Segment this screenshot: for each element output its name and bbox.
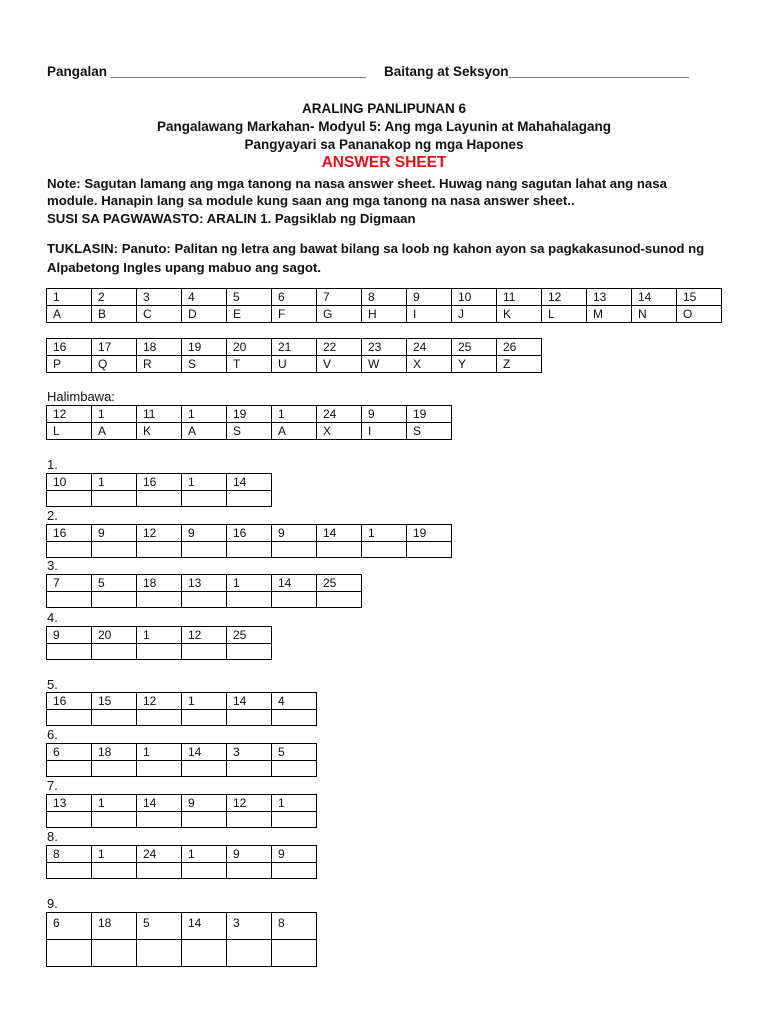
item-number-row xyxy=(47,474,272,491)
grade-section-field-label: Baitang at Seksyon________________________ xyxy=(384,64,689,79)
item-number-cell: 25 xyxy=(317,575,362,592)
key-letter-cell: O xyxy=(677,306,722,323)
key-number-cell: 2 xyxy=(92,289,137,306)
key-letter-cell: H xyxy=(362,306,407,323)
alphabet-key-table-2 xyxy=(46,338,542,373)
answer-cell[interactable] xyxy=(182,812,227,828)
item-answer-row xyxy=(47,940,317,967)
example-letter-cell: A xyxy=(182,423,227,440)
item-number-cell: 13 xyxy=(47,795,92,812)
example-number-cell: 1 xyxy=(182,406,227,423)
item-number-cell: 1 xyxy=(137,627,182,644)
answer-cell[interactable] xyxy=(137,812,182,828)
item-number-cell: 12 xyxy=(137,525,182,542)
item-number-cell: 24 xyxy=(137,846,182,863)
example-label: Halimbawa: xyxy=(47,389,115,404)
item-number-cell: 1 xyxy=(182,474,227,491)
answer-cell[interactable] xyxy=(137,940,182,967)
item-number-cell: 14 xyxy=(182,744,227,761)
item-number-cell: 14 xyxy=(227,693,272,710)
key-letter-cell: Z xyxy=(497,356,542,373)
answer-cell[interactable] xyxy=(272,592,317,608)
example-letter-cell: I xyxy=(362,423,407,440)
answer-cell[interactable] xyxy=(47,592,92,608)
answer-cell[interactable] xyxy=(47,940,92,967)
example-number-cell: 19 xyxy=(407,406,452,423)
answer-cell[interactable] xyxy=(137,542,182,558)
key-number-cell: 22 xyxy=(317,339,362,356)
example-letter-cell: X xyxy=(317,423,362,440)
answer-cell[interactable] xyxy=(317,542,362,558)
item-7-label: 7. xyxy=(47,778,58,793)
item-number-cell: 9 xyxy=(272,525,317,542)
item-3-table xyxy=(46,574,362,608)
key-number-cell: 25 xyxy=(452,339,497,356)
answer-cell[interactable] xyxy=(182,542,227,558)
item-number-cell: 6 xyxy=(47,913,92,940)
item-6-table xyxy=(46,743,317,777)
item-number-row xyxy=(47,744,317,761)
example-table xyxy=(46,405,452,440)
key-letter-cell: V xyxy=(317,356,362,373)
item-number-cell: 14 xyxy=(227,474,272,491)
answer-cell[interactable] xyxy=(182,644,227,660)
key-letter-cell: I xyxy=(407,306,452,323)
key-letter-cell: E xyxy=(227,306,272,323)
item-number-cell: 4 xyxy=(272,693,317,710)
answer-cell[interactable] xyxy=(227,592,272,608)
note-line-2: module. Hanapin lang sa module kung saan ang mga tanong na nasa answer sheet.. xyxy=(47,193,575,208)
key-number-cell: 23 xyxy=(362,339,407,356)
item-number-cell: 16 xyxy=(137,474,182,491)
answer-cell[interactable] xyxy=(272,761,317,777)
key-number-cell: 9 xyxy=(407,289,452,306)
key-letter-row xyxy=(47,306,722,323)
answer-cell[interactable] xyxy=(407,542,452,558)
key-letter-cell: J xyxy=(452,306,497,323)
item-number-cell: 9 xyxy=(47,627,92,644)
answer-cell[interactable] xyxy=(92,542,137,558)
example-letter-row xyxy=(47,423,452,440)
example-number-cell: 11 xyxy=(137,406,182,423)
item-number-cell: 5 xyxy=(92,575,137,592)
answer-cell[interactable] xyxy=(227,542,272,558)
item-2-label: 2. xyxy=(47,508,58,523)
item-number-cell: 3 xyxy=(227,913,272,940)
key-letter-cell: S xyxy=(182,356,227,373)
answer-cell[interactable] xyxy=(227,863,272,879)
answer-cell[interactable] xyxy=(92,710,137,726)
item-answer-row xyxy=(47,761,317,777)
item-number-cell: 3 xyxy=(227,744,272,761)
item-number-cell: 9 xyxy=(182,525,227,542)
item-9-label: 9. xyxy=(47,896,58,911)
item-number-cell: 8 xyxy=(272,913,317,940)
key-number-cell: 5 xyxy=(227,289,272,306)
answer-cell[interactable] xyxy=(227,491,272,507)
key-number-cell: 7 xyxy=(317,289,362,306)
answer-cell[interactable] xyxy=(272,812,317,828)
item-9-table xyxy=(46,912,317,967)
key-number-cell: 24 xyxy=(407,339,452,356)
key-number-row xyxy=(47,339,542,356)
item-number-cell: 9 xyxy=(92,525,137,542)
key-number-cell: 11 xyxy=(497,289,542,306)
key-letter-cell: G xyxy=(317,306,362,323)
subject-title: ARALING PANLIPUNAN 6 xyxy=(301,101,466,116)
name-field-label: Pangalan __________________________________ xyxy=(47,64,367,79)
item-4-table xyxy=(46,626,272,660)
example-letter-cell: A xyxy=(272,423,317,440)
answer-cell[interactable] xyxy=(47,644,92,660)
item-number-row xyxy=(47,913,317,940)
answer-cell[interactable] xyxy=(272,863,317,879)
answer-cell[interactable] xyxy=(92,644,137,660)
key-number-cell: 4 xyxy=(182,289,227,306)
item-number-row xyxy=(47,575,362,592)
item-8-table xyxy=(46,845,317,879)
answer-cell[interactable] xyxy=(47,491,92,507)
answer-cell[interactable] xyxy=(137,710,182,726)
answer-cell[interactable] xyxy=(137,863,182,879)
item-number-cell: 16 xyxy=(47,525,92,542)
key-letter-cell: R xyxy=(137,356,182,373)
answer-cell[interactable] xyxy=(227,644,272,660)
key-letter-cell: N xyxy=(632,306,677,323)
key-letter-cell: W xyxy=(362,356,407,373)
key-number-cell: 3 xyxy=(137,289,182,306)
item-number-row xyxy=(47,846,317,863)
key-number-cell: 19 xyxy=(182,339,227,356)
item-answer-row xyxy=(47,644,272,660)
item-number-cell: 15 xyxy=(92,693,137,710)
item-5-table xyxy=(46,692,317,726)
key-letter-row xyxy=(47,356,542,373)
answer-cell[interactable] xyxy=(227,710,272,726)
example-number-cell: 1 xyxy=(272,406,317,423)
key-letter-cell: M xyxy=(587,306,632,323)
example-letter-cell: K xyxy=(137,423,182,440)
item-2-table xyxy=(46,524,452,558)
answer-cell[interactable] xyxy=(92,592,137,608)
item-1-label: 1. xyxy=(47,457,58,472)
item-6-label: 6. xyxy=(47,727,58,742)
answer-cell[interactable] xyxy=(92,812,137,828)
item-number-cell: 1 xyxy=(137,744,182,761)
key-number-cell: 18 xyxy=(137,339,182,356)
item-number-cell: 1 xyxy=(92,474,137,491)
example-letter-cell: L xyxy=(47,423,92,440)
item-number-cell: 12 xyxy=(227,795,272,812)
key-number-cell: 6 xyxy=(272,289,317,306)
key-letter-cell: X xyxy=(407,356,452,373)
answer-cell[interactable] xyxy=(362,542,407,558)
example-number-cell: 9 xyxy=(362,406,407,423)
answer-cell[interactable] xyxy=(47,812,92,828)
item-number-cell: 6 xyxy=(47,744,92,761)
module-title-line-2: Pangyayari sa Pananakop ng mga Hapones xyxy=(244,137,524,152)
item-number-cell: 12 xyxy=(182,627,227,644)
item-7-table xyxy=(46,794,317,828)
item-number-cell: 1 xyxy=(92,846,137,863)
item-number-cell: 18 xyxy=(137,575,182,592)
answer-cell[interactable] xyxy=(272,710,317,726)
answer-cell[interactable] xyxy=(317,592,362,608)
example-number-cell: 1 xyxy=(92,406,137,423)
item-number-cell: 19 xyxy=(407,525,452,542)
item-answer-row xyxy=(47,710,317,726)
item-number-row xyxy=(47,795,317,812)
key-number-cell: 16 xyxy=(47,339,92,356)
item-number-cell: 16 xyxy=(227,525,272,542)
key-number-cell: 8 xyxy=(362,289,407,306)
answer-cell[interactable] xyxy=(227,940,272,967)
answer-cell[interactable] xyxy=(182,863,227,879)
key-letter-cell: U xyxy=(272,356,317,373)
key-number-cell: 15 xyxy=(677,289,722,306)
answer-cell[interactable] xyxy=(47,542,92,558)
example-number-row xyxy=(47,406,452,423)
item-number-row xyxy=(47,693,317,710)
item-3-label: 3. xyxy=(47,558,58,573)
item-4-label: 4. xyxy=(47,610,58,625)
item-number-cell: 12 xyxy=(137,693,182,710)
key-number-cell: 12 xyxy=(542,289,587,306)
key-number-cell: 20 xyxy=(227,339,272,356)
example-letter-cell: S xyxy=(407,423,452,440)
key-letter-cell: C xyxy=(137,306,182,323)
answer-sheet-heading: ANSWER SHEET xyxy=(321,154,447,171)
item-number-cell: 18 xyxy=(92,744,137,761)
item-number-row xyxy=(47,525,452,542)
item-number-cell: 1 xyxy=(182,846,227,863)
item-number-cell: 1 xyxy=(272,795,317,812)
item-5-label: 5. xyxy=(47,677,58,692)
answer-key-heading: SUSI SA PAGWAWASTO: ARALIN 1. Pagsiklab ng Digmaan xyxy=(47,211,416,226)
answer-cell[interactable] xyxy=(137,592,182,608)
item-number-cell: 16 xyxy=(47,693,92,710)
item-number-cell: 5 xyxy=(272,744,317,761)
item-answer-row xyxy=(47,491,272,507)
item-number-cell: 1 xyxy=(182,693,227,710)
item-number-cell: 14 xyxy=(182,913,227,940)
answer-cell[interactable] xyxy=(227,812,272,828)
instructions-line-1: TUKLASIN: Panuto: Palitan ng letra ang bawat bilang sa loob ng kahon ayon sa pagkakasunod-sunod ng xyxy=(47,241,705,256)
item-number-cell: 1 xyxy=(227,575,272,592)
answer-cell[interactable] xyxy=(272,542,317,558)
answer-cell[interactable] xyxy=(47,710,92,726)
item-number-cell: 9 xyxy=(227,846,272,863)
item-number-cell: 20 xyxy=(92,627,137,644)
answer-cell[interactable] xyxy=(182,710,227,726)
key-letter-cell: P xyxy=(47,356,92,373)
key-letter-cell: A xyxy=(47,306,92,323)
item-answer-row xyxy=(47,592,362,608)
key-number-cell: 13 xyxy=(587,289,632,306)
key-number-cell: 26 xyxy=(497,339,542,356)
item-number-cell: 9 xyxy=(182,795,227,812)
key-number-cell: 21 xyxy=(272,339,317,356)
item-number-cell: 9 xyxy=(272,846,317,863)
answer-cell[interactable] xyxy=(47,761,92,777)
answer-cell[interactable] xyxy=(92,940,137,967)
example-number-cell: 19 xyxy=(227,406,272,423)
key-letter-cell: D xyxy=(182,306,227,323)
answer-cell[interactable] xyxy=(47,863,92,879)
key-number-cell: 10 xyxy=(452,289,497,306)
item-answer-row xyxy=(47,812,317,828)
item-number-cell: 5 xyxy=(137,913,182,940)
answer-cell[interactable] xyxy=(137,491,182,507)
alphabet-key-table-1 xyxy=(46,288,722,323)
item-answer-row xyxy=(47,542,452,558)
item-number-cell: 14 xyxy=(272,575,317,592)
key-number-cell: 1 xyxy=(47,289,92,306)
answer-cell[interactable] xyxy=(182,940,227,967)
item-number-cell: 8 xyxy=(47,846,92,863)
answer-cell[interactable] xyxy=(182,491,227,507)
example-number-cell: 12 xyxy=(47,406,92,423)
example-number-cell: 24 xyxy=(317,406,362,423)
key-letter-cell: T xyxy=(227,356,272,373)
key-number-cell: 17 xyxy=(92,339,137,356)
item-number-cell: 1 xyxy=(362,525,407,542)
example-letter-cell: S xyxy=(227,423,272,440)
example-letter-cell: A xyxy=(92,423,137,440)
key-letter-cell: L xyxy=(542,306,587,323)
answer-cell[interactable] xyxy=(227,761,272,777)
key-letter-cell: Q xyxy=(92,356,137,373)
answer-cell[interactable] xyxy=(137,761,182,777)
answer-cell[interactable] xyxy=(92,761,137,777)
item-number-cell: 7 xyxy=(47,575,92,592)
module-title-line-1: Pangalawang Markahan- Modyul 5: Ang mga Layunin at Mahahalagang xyxy=(156,119,612,134)
item-number-cell: 25 xyxy=(227,627,272,644)
item-number-cell: 10 xyxy=(47,474,92,491)
item-number-cell: 14 xyxy=(137,795,182,812)
item-8-label: 8. xyxy=(47,829,58,844)
key-letter-cell: K xyxy=(497,306,542,323)
note-line-1: Note: Sagutan lamang ang mga tanong na nasa answer sheet. Huwag nang sagutan lahat ang nasa xyxy=(47,176,667,191)
key-letter-cell: B xyxy=(92,306,137,323)
item-answer-row xyxy=(47,863,317,879)
answer-cell[interactable] xyxy=(272,940,317,967)
answer-cell[interactable] xyxy=(92,491,137,507)
instructions-line-2: Alpabetong Ingles upang mabuo ang sagot. xyxy=(47,260,322,275)
item-number-cell: 14 xyxy=(317,525,362,542)
key-number-cell: 14 xyxy=(632,289,677,306)
answer-cell[interactable] xyxy=(92,863,137,879)
item-number-cell: 1 xyxy=(92,795,137,812)
key-letter-cell: F xyxy=(272,306,317,323)
key-letter-cell: Y xyxy=(452,356,497,373)
answer-cell[interactable] xyxy=(137,644,182,660)
answer-cell[interactable] xyxy=(182,761,227,777)
item-1-table xyxy=(46,473,272,507)
answer-cell[interactable] xyxy=(182,592,227,608)
item-number-cell: 13 xyxy=(182,575,227,592)
key-number-row xyxy=(47,289,722,306)
item-number-row xyxy=(47,627,272,644)
item-number-cell: 18 xyxy=(92,913,137,940)
